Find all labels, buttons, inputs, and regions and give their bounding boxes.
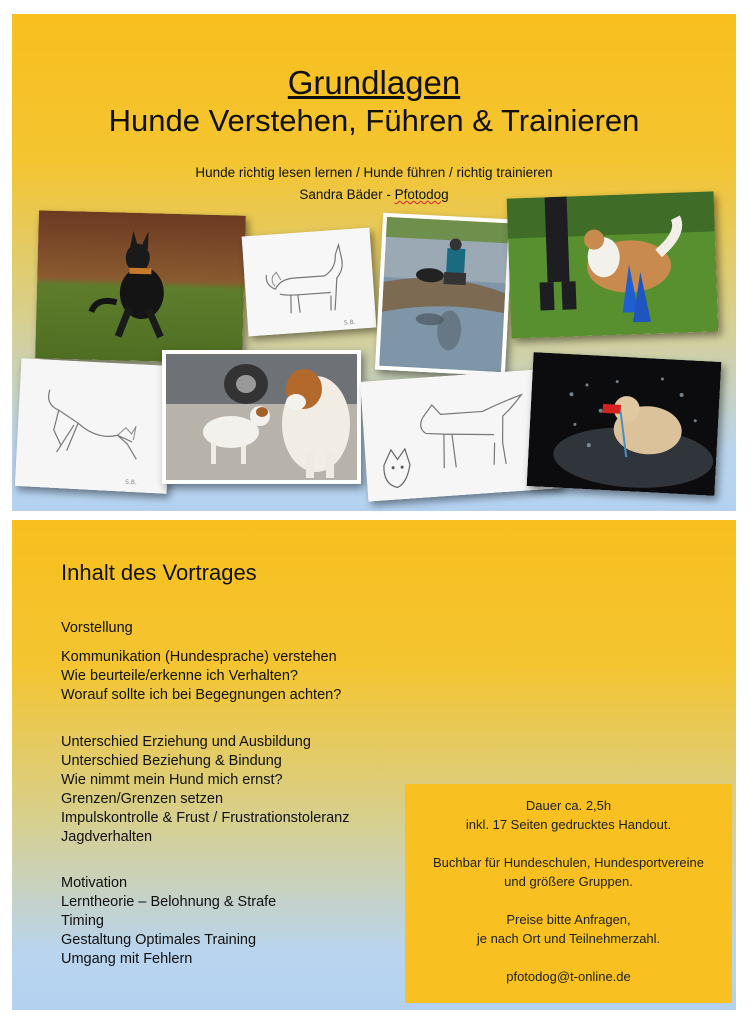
topic-item: Motivation [61, 875, 128, 891]
topic-item: Impulskontrolle & Frust / Frustrationstoleranz [61, 810, 350, 826]
topic-item: Unterschied Erziehung und Ausbildung [61, 734, 311, 750]
info-box [405, 784, 732, 1003]
photo-trainer-with-dog [375, 213, 513, 377]
svg-text:S.B.: S.B. [124, 478, 138, 487]
author-brand: Pfotodog [394, 187, 449, 202]
content-slide [12, 520, 736, 1010]
tagline: Hunde richtig lesen lernen / Hunde führen / richtig trainieren [195, 165, 553, 180]
info-email[interactable]: pfotodog@t-online.de [506, 969, 631, 984]
topic-item: Wie nimmt mein Hund mich ernst? [61, 772, 283, 788]
topic-item: Wie beurteile/erkenne ich Verhalten? [61, 668, 298, 684]
info-prices-detail: je nach Ort und Teilnehmerzahl. [476, 931, 661, 946]
info-spacer [405, 834, 732, 853]
photo-dog-splashing [527, 352, 722, 496]
topic-item: Lerntheorie – Belohnung & Strafe [61, 894, 277, 910]
topic-item: Kommunikation (Hundesprache) verstehen [61, 649, 337, 665]
topic-item: Worauf sollte ich bei Begegnungen achten? [61, 687, 342, 703]
info-spacer [405, 948, 732, 967]
topic-group-communication [61, 648, 341, 705]
title-slide [12, 14, 736, 511]
info-prices: Preise bitte Anfragen, [506, 912, 631, 927]
info-spacer [405, 891, 732, 910]
photo-two-dogs-greeting [162, 350, 361, 484]
svg-text:S.B.: S.B. [343, 318, 356, 327]
slide-title: Grundlagen [287, 64, 461, 101]
author-name: Sandra Bäder - [299, 187, 395, 202]
topic-item: Vorstellung [61, 620, 133, 636]
topic-group-intro [61, 619, 133, 638]
sketch-dog-playbow [15, 358, 173, 494]
info-bookable: Buchbar für Hundeschulen, Hundesportvereine [432, 855, 704, 870]
slide-subtitle-heading: Hunde Verstehen, Führen & Trainieren [108, 103, 640, 138]
topic-group-relationship [61, 733, 350, 847]
info-handout: inkl. 17 Seiten gedrucktes Handout. [465, 817, 672, 832]
info-duration: Dauer ca. 2,5h [525, 798, 612, 813]
topic-group-training [61, 874, 276, 969]
photo-sheltie-cones [507, 191, 719, 338]
topic-item: Gestaltung Optimales Training [61, 932, 257, 948]
sketch-husky-standing [242, 228, 377, 337]
topic-item: Grenzen/Grenzen setzen [61, 791, 224, 807]
content-heading: Inhalt des Vortrages [61, 560, 257, 585]
info-groups: und größere Gruppen. [504, 874, 633, 889]
topic-item: Timing [61, 913, 104, 929]
topic-item: Jagdverhalten [61, 829, 153, 845]
topic-item: Umgang mit Fehlern [61, 951, 193, 967]
topic-item: Unterschied Beziehung & Bindung [61, 753, 282, 769]
photo-running-shepherd [35, 210, 246, 363]
